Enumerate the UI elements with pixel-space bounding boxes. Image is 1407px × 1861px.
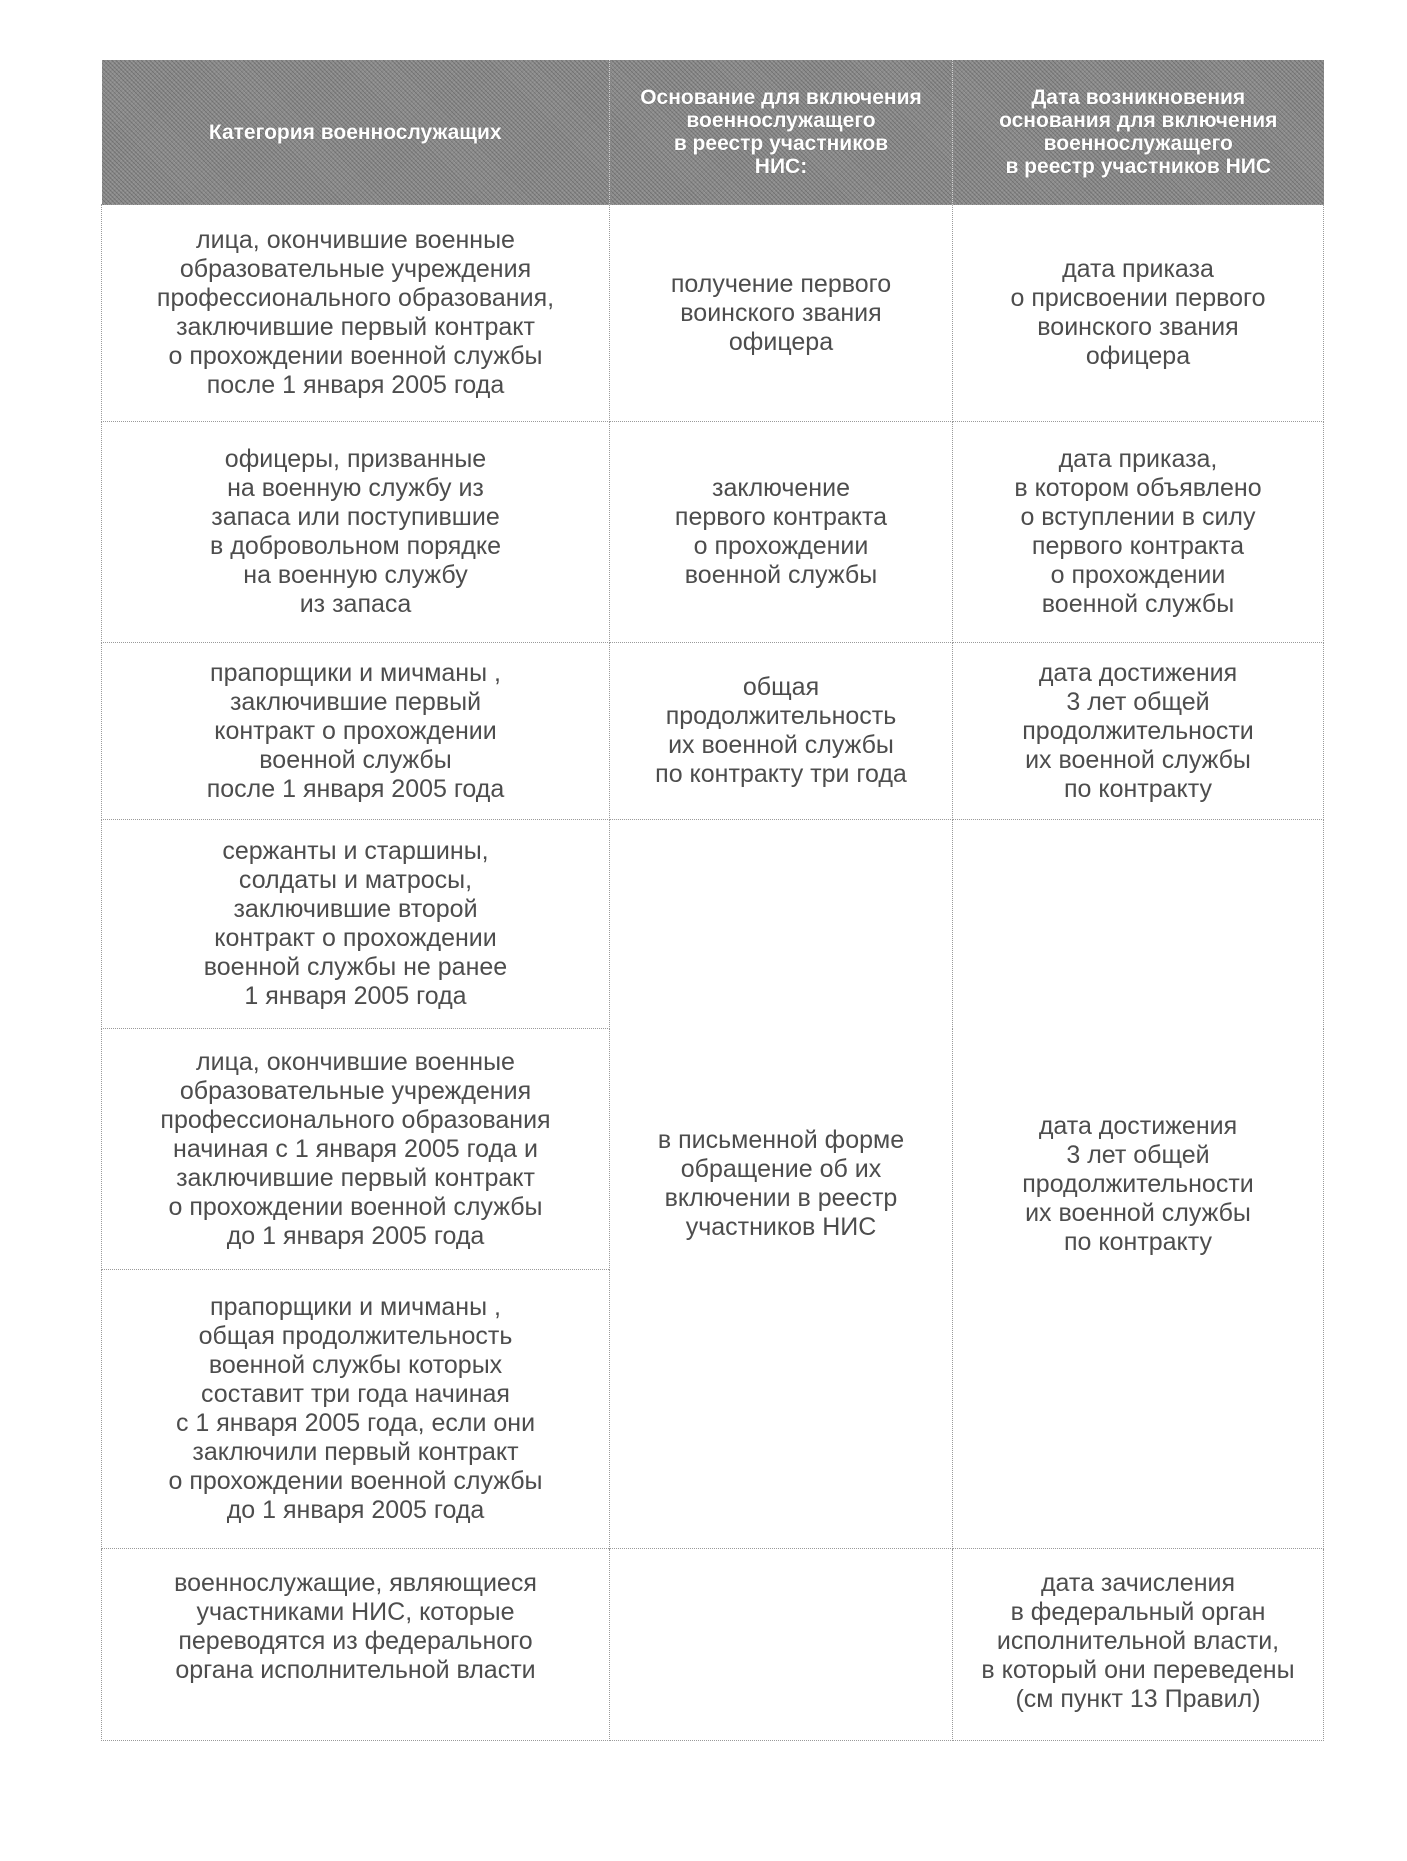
text-line: образовательные учреждения	[179, 1076, 532, 1105]
text-line: до 1 января 2005 года	[226, 1221, 485, 1250]
text-line: продолжительности	[1022, 716, 1254, 745]
text-line: военной службы которых	[208, 1351, 503, 1379]
text-line: военной службы	[1041, 590, 1235, 618]
text-line: лица, окончившие военные	[196, 226, 515, 254]
text-line: заключившие первый	[229, 687, 482, 716]
text-line: прапорщики и мичманы ,	[210, 658, 501, 687]
text-line: общая продолжительность	[198, 1322, 513, 1350]
text-line: военнослужащего	[1043, 132, 1233, 155]
text-line: из запаса	[299, 590, 412, 618]
text-line: исполнительной власти,	[996, 1627, 1280, 1655]
text-line: заключившие первый контракт	[176, 313, 535, 341]
text-line: Категория военнослужащих	[208, 120, 502, 144]
cell-date-merged	[953, 820, 1324, 1549]
cell-category	[102, 1029, 610, 1270]
table-row	[102, 422, 1324, 643]
text-line: в реестр участников НИС	[1005, 155, 1272, 178]
text-line: после 1 января 2005 года	[206, 774, 505, 803]
text-line: военной службы	[259, 745, 452, 774]
text-line: военнослужащего	[686, 109, 876, 132]
text-line: прапорщики и мичманы ,	[210, 1293, 501, 1321]
document-page	[101, 60, 1323, 1741]
text-line: офицера	[1085, 342, 1191, 370]
text-line: по контракту три года	[655, 760, 907, 788]
text-line: общая	[742, 673, 820, 701]
text-line: органа исполнительной власти	[175, 1656, 536, 1684]
text-line: по контракту	[1063, 1227, 1213, 1256]
text-line: дата достижения	[1038, 1111, 1238, 1140]
text-line: начиная с 1 января 2005 года и	[173, 1134, 538, 1163]
cell-category	[102, 205, 610, 422]
text-line: составит три года начиная	[201, 1380, 510, 1408]
table-header-row	[102, 60, 1324, 205]
text-line: до 1 января 2005 года	[226, 1496, 485, 1524]
text-line: продолжительности	[1022, 1169, 1254, 1198]
text-line: обращение об их	[680, 1155, 882, 1183]
text-line: основания для включения	[999, 109, 1278, 132]
text-line: заключившие первый контракт	[176, 1163, 535, 1192]
text-line: первого контракта	[1031, 532, 1245, 560]
nis-registry-table	[101, 60, 1324, 1741]
text-line: их военной службы	[1025, 1198, 1251, 1227]
cell-category	[102, 422, 610, 643]
cell-category	[102, 1549, 610, 1741]
text-line: профессионального образования,	[156, 284, 555, 312]
text-line: о прохождении	[693, 532, 869, 560]
header-date	[953, 60, 1324, 205]
text-line: в письменной форме	[657, 1126, 905, 1154]
cell-date	[953, 205, 1324, 422]
text-line: НИС:	[754, 155, 808, 178]
text-line: включении в реестр	[664, 1184, 898, 1212]
text-line: о прохождении военной службы	[168, 1467, 543, 1495]
cell-date	[953, 1549, 1324, 1741]
text-line: о прохождении военной службы	[168, 342, 543, 370]
text-line: военнослужащие, являющиеся	[174, 1569, 537, 1597]
text-line: о вступлении в силу	[1020, 503, 1256, 531]
text-line: заключение	[712, 474, 850, 502]
cell-basis	[610, 205, 953, 422]
text-line: в федеральный орган	[1010, 1598, 1266, 1626]
table-row	[102, 820, 1324, 1029]
cell-date	[953, 422, 1324, 643]
text-line: по контракту	[1063, 774, 1213, 803]
cell-date	[953, 643, 1324, 820]
cell-basis	[610, 643, 953, 820]
text-line: образовательные учреждения	[179, 255, 532, 283]
table-row	[102, 205, 1324, 422]
table-row	[102, 1549, 1324, 1741]
cell-basis	[610, 422, 953, 643]
text-line: после 1 января 2005 года	[206, 371, 505, 399]
text-line: с 1 января 2005 года, если они	[175, 1409, 536, 1437]
text-line: контракт о прохождении	[214, 716, 497, 745]
text-line: в добровольном порядке	[210, 532, 501, 560]
text-line: (см пункт 13 Правил)	[1015, 1685, 1261, 1713]
text-line: заключили первый контракт	[192, 1438, 519, 1466]
text-line: 1 января 2005 года	[244, 982, 467, 1010]
text-line: дата достижения	[1038, 658, 1238, 687]
text-line: о прохождении военной службы	[168, 1192, 543, 1221]
text-line: на военную службу из	[227, 474, 484, 502]
text-line: заключившие второй	[233, 895, 478, 923]
text-line: дата приказа	[1062, 255, 1214, 283]
text-line: воинского звания	[680, 298, 882, 327]
text-line: дата приказа,	[1058, 445, 1218, 473]
text-line: военной службы	[684, 561, 878, 589]
text-line: профессионального образования	[160, 1105, 551, 1134]
text-line: сержанты и старшины,	[222, 837, 489, 865]
cell-category	[102, 643, 610, 820]
text-line: их военной службы	[668, 731, 894, 759]
text-line: военной службы не ранее	[203, 953, 508, 981]
text-line: в котором объявлено	[1014, 474, 1262, 502]
text-line: получение первого	[670, 269, 892, 298]
table-row	[102, 643, 1324, 820]
text-line: 3 лет общей	[1066, 687, 1210, 716]
text-line: контракт о прохождении	[214, 924, 497, 952]
text-line: в реестр участников	[673, 132, 889, 155]
text-line: на военную службу	[243, 561, 468, 589]
text-line: запаса или поступившие	[211, 503, 500, 531]
text-line: продолжительность	[665, 702, 897, 730]
text-line: Основание для включения	[640, 86, 922, 109]
text-line: их военной службы	[1025, 745, 1251, 774]
text-line: солдаты и матросы,	[238, 866, 473, 894]
header-basis	[610, 60, 953, 205]
text-line: воинского звания	[1037, 313, 1239, 341]
text-line: участников НИС	[685, 1213, 877, 1241]
cell-category	[102, 1270, 610, 1549]
cell-basis-empty	[610, 1549, 953, 1741]
text-line: переводятся из федерального	[178, 1627, 533, 1655]
text-line: о прохождении	[1050, 561, 1226, 589]
cell-category	[102, 820, 610, 1029]
text-line: лица, окончившие военные	[196, 1047, 515, 1076]
text-line: дата зачисления	[1040, 1569, 1236, 1597]
cell-basis-merged	[610, 820, 953, 1549]
header-category	[102, 60, 610, 205]
text-line: 3 лет общей	[1066, 1140, 1210, 1169]
text-line: о присвоении первого	[1010, 284, 1266, 312]
text-line: офицеры, призванные	[224, 445, 487, 473]
text-line: в который они переведены	[981, 1656, 1295, 1684]
text-line: первого контракта	[674, 503, 888, 531]
text-line: Дата возникновения	[1031, 86, 1246, 109]
text-line: участниками НИС, которые	[196, 1598, 515, 1626]
text-line: офицера	[728, 327, 834, 356]
